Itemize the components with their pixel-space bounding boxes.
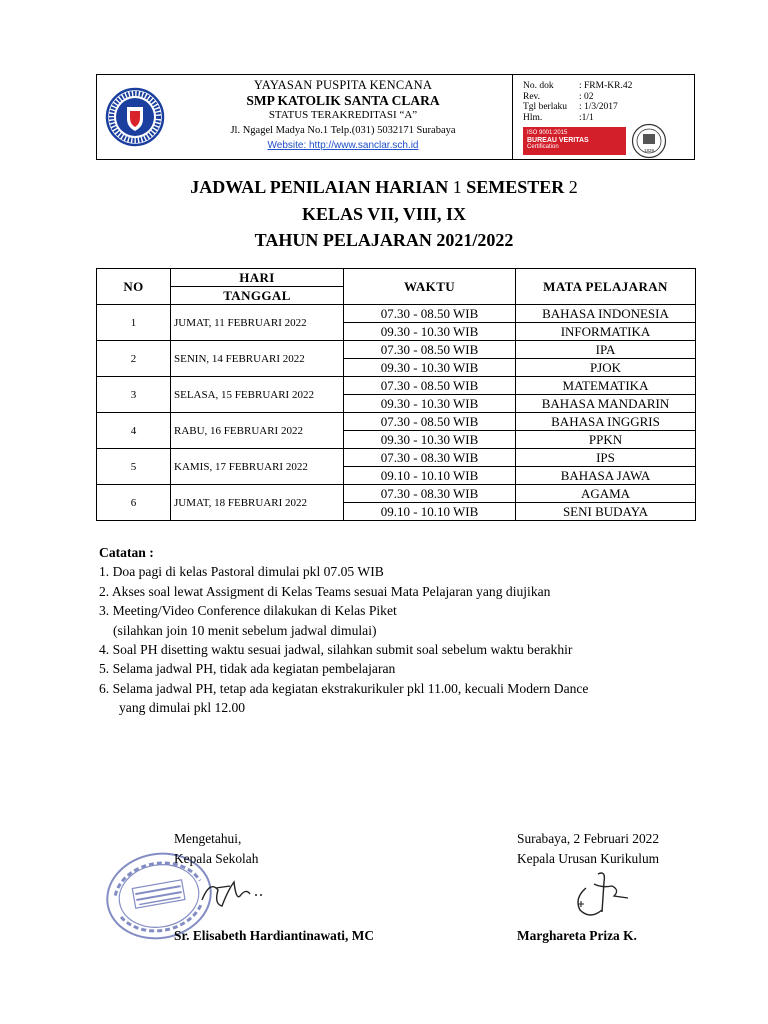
slot-subject: MATEMATIKA (516, 377, 696, 395)
place-date-label: Surabaya, 2 Februari 2022 (517, 831, 660, 846)
meta-value: :1/1 (579, 112, 594, 123)
slot-subject: BAHASA MANDARIN (516, 395, 696, 413)
notes-title: Catatan : (99, 545, 154, 560)
class-title: KELAS VII, VIII, IX (302, 204, 466, 224)
meta-value: : 1/3/2017 (579, 102, 618, 112)
slot-subject: BAHASA INDONESIA (516, 305, 696, 323)
table-row (97, 341, 696, 359)
school-address: Jl. Ngagel Madya No.1 Telp.(031) 5032171 Surabaya (230, 125, 456, 136)
meta-value: : FRM-KR.42 (579, 81, 633, 91)
document-meta (523, 81, 688, 123)
iso-label: ISO 9001:2015 (527, 130, 568, 136)
row-day: JUMAT, 11 FEBRUARI 2022 (171, 305, 344, 341)
slot-subject: IPA (516, 341, 696, 359)
slot-time: 07.30 - 08.50 WIB (344, 305, 516, 323)
meta-row (523, 102, 688, 113)
note-item: 6. Selama jadwal PH, tetap ada kegiatan ekstrakurikuler pkl 11.00, kecuali Modern Dance (99, 680, 589, 696)
curriculum-head-name: Marghareta Priza K. (517, 928, 637, 943)
meta-key: Hlm. (523, 112, 543, 123)
slot-subject: INFORMATIKA (516, 323, 696, 341)
title-number: 1 (452, 177, 462, 197)
header-divider (512, 75, 513, 159)
slot-time: 09.10 - 10.10 WIB (344, 503, 516, 521)
slot-subject: PPKN (516, 431, 696, 449)
principal-signature-icon (196, 870, 276, 920)
school-website-link[interactable]: Website: http://www.sanclar.sch.id (267, 140, 419, 151)
curriculum-head-title: Kepala Urusan Kurikulum (517, 851, 660, 866)
schedule-table (96, 268, 696, 521)
note-item: 5. Selama jadwal PH, tidak ada kegiatan pembelajaran (99, 661, 396, 677)
meta-key: No. dok (523, 81, 554, 91)
right-signatory-block (517, 829, 659, 869)
slot-subject: PJOK (516, 359, 696, 377)
slot-time: 09.30 - 10.30 WIB (344, 323, 516, 341)
row-number: 4 (97, 413, 171, 449)
row-number: 5 (97, 449, 171, 485)
slot-subject: IPS (516, 449, 696, 467)
title-part: JADWAL PENILAIAN HARIAN (190, 177, 453, 197)
row-day: RABU, 16 FEBRUARI 2022 (171, 413, 344, 449)
note-item: 2. Akses soal lewat Assigment di Kelas Teams sesuai Mata Pelajaran yang diujikan (99, 583, 551, 599)
principal-name: Sr. Elisabeth Hardiantinawati, MC (174, 928, 375, 943)
document-title (0, 177, 768, 198)
note-item: (silahkan join 10 menit sebelum jadwal dimulai) (113, 622, 377, 638)
notes-section (99, 543, 739, 718)
table-row (97, 449, 696, 467)
accreditation-status: STATUS TERAKREDITASI “A” (268, 109, 418, 121)
header-hari: HARI (171, 269, 344, 287)
row-number: 3 (97, 377, 171, 413)
slot-time: 09.30 - 10.30 WIB (344, 395, 516, 413)
slot-time: 07.30 - 08.50 WIB (344, 341, 516, 359)
cert-body-label: BUREAU VERITAS (527, 137, 589, 144)
seal-year: 1828 (643, 148, 655, 153)
certification-area (523, 127, 673, 155)
meta-key: Tgl berlaku (523, 102, 568, 112)
meta-row (523, 113, 688, 124)
slot-time: 09.30 - 10.30 WIB (344, 431, 516, 449)
row-day: KAMIS, 17 FEBRUARI 2022 (171, 449, 344, 485)
note-item: 3. Meeting/Video Conference dilakukan di Kelas Piket (99, 603, 397, 619)
row-number: 1 (97, 305, 171, 341)
note-item: 1. Doa pagi di kelas Pastoral dimulai pkl 07.05 WIB (99, 564, 384, 580)
meta-value: : 02 (579, 91, 594, 102)
curriculum-head-signature-icon (568, 866, 638, 926)
cert-sub-label: Certification (527, 144, 559, 150)
note-item: 4. Soal PH disetting waktu sesuai jadwal, silahkan submit soal sebelum waktu berakhir (99, 642, 573, 658)
slot-time: 07.30 - 08.50 WIB (344, 413, 516, 431)
principal-title: Kepala Sekolah (174, 851, 259, 866)
note-item: yang dimulai pkl 12.00 (119, 700, 246, 716)
organization-block (183, 78, 503, 153)
header-waktu: WAKTU (344, 269, 516, 305)
table-row (97, 485, 696, 503)
meta-key: Rev. (523, 91, 541, 102)
slot-subject: SENI BUDAYA (516, 503, 696, 521)
row-day: SENIN, 14 FEBRUARI 2022 (171, 341, 344, 377)
header-tanggal: TANGGAL (171, 287, 344, 305)
row-day: JUMAT, 18 FEBRUARI 2022 (171, 485, 344, 521)
table-row (97, 305, 696, 323)
school-name: SMP KATOLIK SANTA CLARA (246, 93, 440, 108)
meta-row (523, 81, 688, 92)
header-no: NO (97, 269, 171, 305)
bureau-veritas-badge (523, 127, 626, 155)
title-part: SEMESTER (461, 177, 569, 197)
acknowledgement-label: Mengetahui, (174, 831, 242, 846)
row-number: 6 (97, 485, 171, 521)
year-title: TAHUN PELAJARAN 2021/2022 (254, 230, 514, 250)
header-mapel: MATA PELAJARAN (516, 269, 696, 305)
meta-row (523, 92, 688, 103)
table-row (97, 413, 696, 431)
table-row (97, 377, 696, 395)
letterhead (96, 74, 695, 160)
slot-time: 09.30 - 10.30 WIB (344, 359, 516, 377)
slot-time: 09.10 - 10.10 WIB (344, 467, 516, 485)
school-logo-icon (105, 87, 165, 147)
certification-seal-icon (631, 123, 667, 159)
slot-time: 07.30 - 08.50 WIB (344, 377, 516, 395)
slot-time: 07.30 - 08.30 WIB (344, 449, 516, 467)
title-number: 2 (568, 177, 578, 197)
row-day: SELASA, 15 FEBRUARI 2022 (171, 377, 344, 413)
slot-subject: BAHASA JAWA (516, 467, 696, 485)
slot-time: 07.30 - 08.30 WIB (344, 485, 516, 503)
slot-subject: AGAMA (516, 485, 696, 503)
row-number: 2 (97, 341, 171, 377)
slot-subject: BAHASA INGGRIS (516, 413, 696, 431)
left-signatory-block (174, 829, 258, 869)
foundation-name: YAYASAN PUSPITA KENCANA (253, 78, 433, 92)
